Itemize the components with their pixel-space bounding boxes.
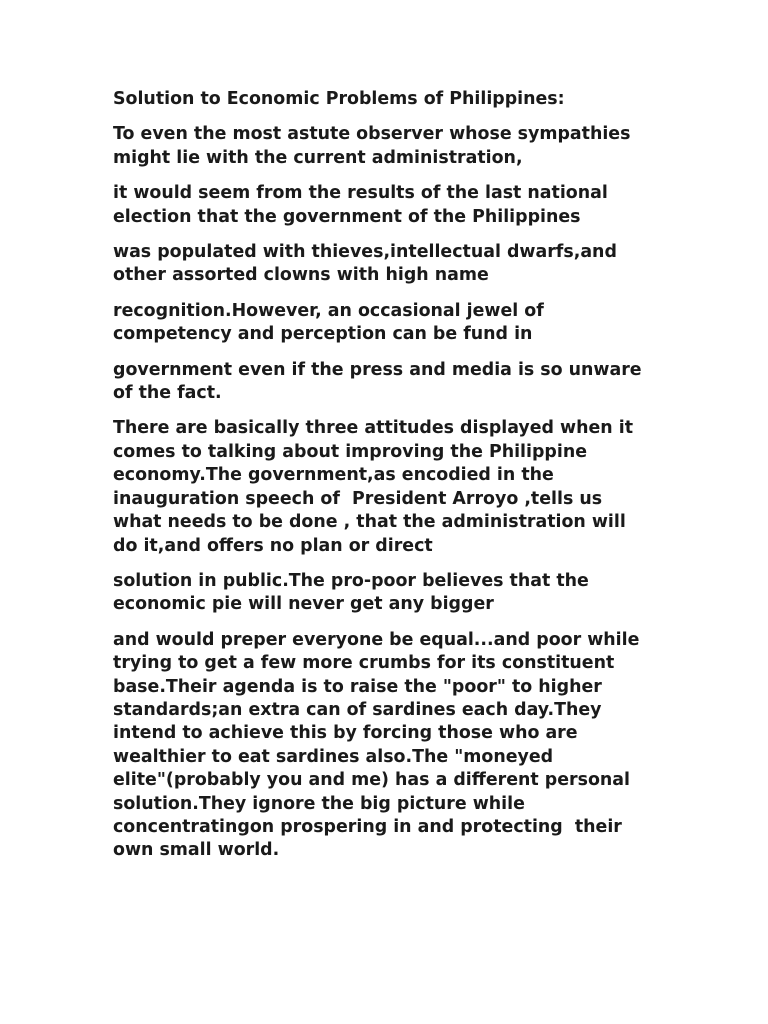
paragraph bbox=[113, 182, 673, 229]
text-line: economy.The government,as encodied in the bbox=[113, 465, 554, 486]
text-line: elite"(probably you and me) has a different personal bbox=[113, 770, 630, 791]
text-line: comes to talking about improving the Philippine bbox=[113, 441, 588, 462]
text-line: competency and perception can be fund in bbox=[113, 324, 533, 345]
text-line: was populated with thieves,intellectual dwarfs,and bbox=[113, 242, 617, 263]
paragraph bbox=[113, 241, 673, 288]
text-line: intend to achieve this by forcing those who are bbox=[113, 723, 578, 744]
text-line: base.Their agenda is to raise the "poor" to higher bbox=[113, 676, 602, 697]
text-line: election that the government of the Philippines bbox=[113, 206, 581, 227]
text-line: inauguration speech of President Arroyo ,tells us bbox=[113, 488, 603, 509]
paragraph bbox=[113, 300, 673, 347]
text-line: it would seem from the results of the last national bbox=[113, 183, 608, 204]
paragraph bbox=[113, 629, 673, 863]
text-line: and would preper everyone be equal...and poor while bbox=[113, 629, 640, 650]
text-line: wealthier to eat sardines also.The "moneyed bbox=[113, 746, 554, 767]
paragraph bbox=[113, 359, 673, 406]
document-title: Solution to Economic Problems of Philippines: bbox=[113, 89, 565, 109]
text-line: might lie with the current administration, bbox=[113, 147, 523, 168]
text-line: recognition.However, an occasional jewel of bbox=[113, 300, 544, 321]
text-line: do it,and offers no plan or direct bbox=[113, 535, 433, 556]
paragraph bbox=[113, 123, 673, 170]
text-line: own small world. bbox=[113, 840, 280, 861]
document-body bbox=[113, 88, 673, 875]
paragraph bbox=[113, 570, 673, 617]
text-line: economic pie will never get any bigger bbox=[113, 594, 494, 615]
text-line: There are basically three attitudes displayed when it bbox=[113, 418, 634, 439]
text-line: other assorted clowns with high name bbox=[113, 265, 489, 286]
text-line: To even the most astute observer whose sympathies bbox=[113, 124, 631, 145]
text-line: standards;an extra can of sardines each day.They bbox=[113, 699, 602, 720]
text-line: solution in public.The pro-poor believes that the bbox=[113, 570, 589, 591]
text-line: of the fact. bbox=[113, 383, 222, 404]
paragraph bbox=[113, 417, 673, 557]
text-line: what needs to be done , that the administration will bbox=[113, 512, 626, 533]
text-line: trying to get a few more crumbs for its constituent bbox=[113, 653, 615, 674]
text-line: solution.They ignore the big picture while bbox=[113, 793, 525, 814]
text-line: government even if the press and media is so unware bbox=[113, 359, 642, 380]
text-line: concentratingon prospering in and protecting their bbox=[113, 816, 622, 837]
